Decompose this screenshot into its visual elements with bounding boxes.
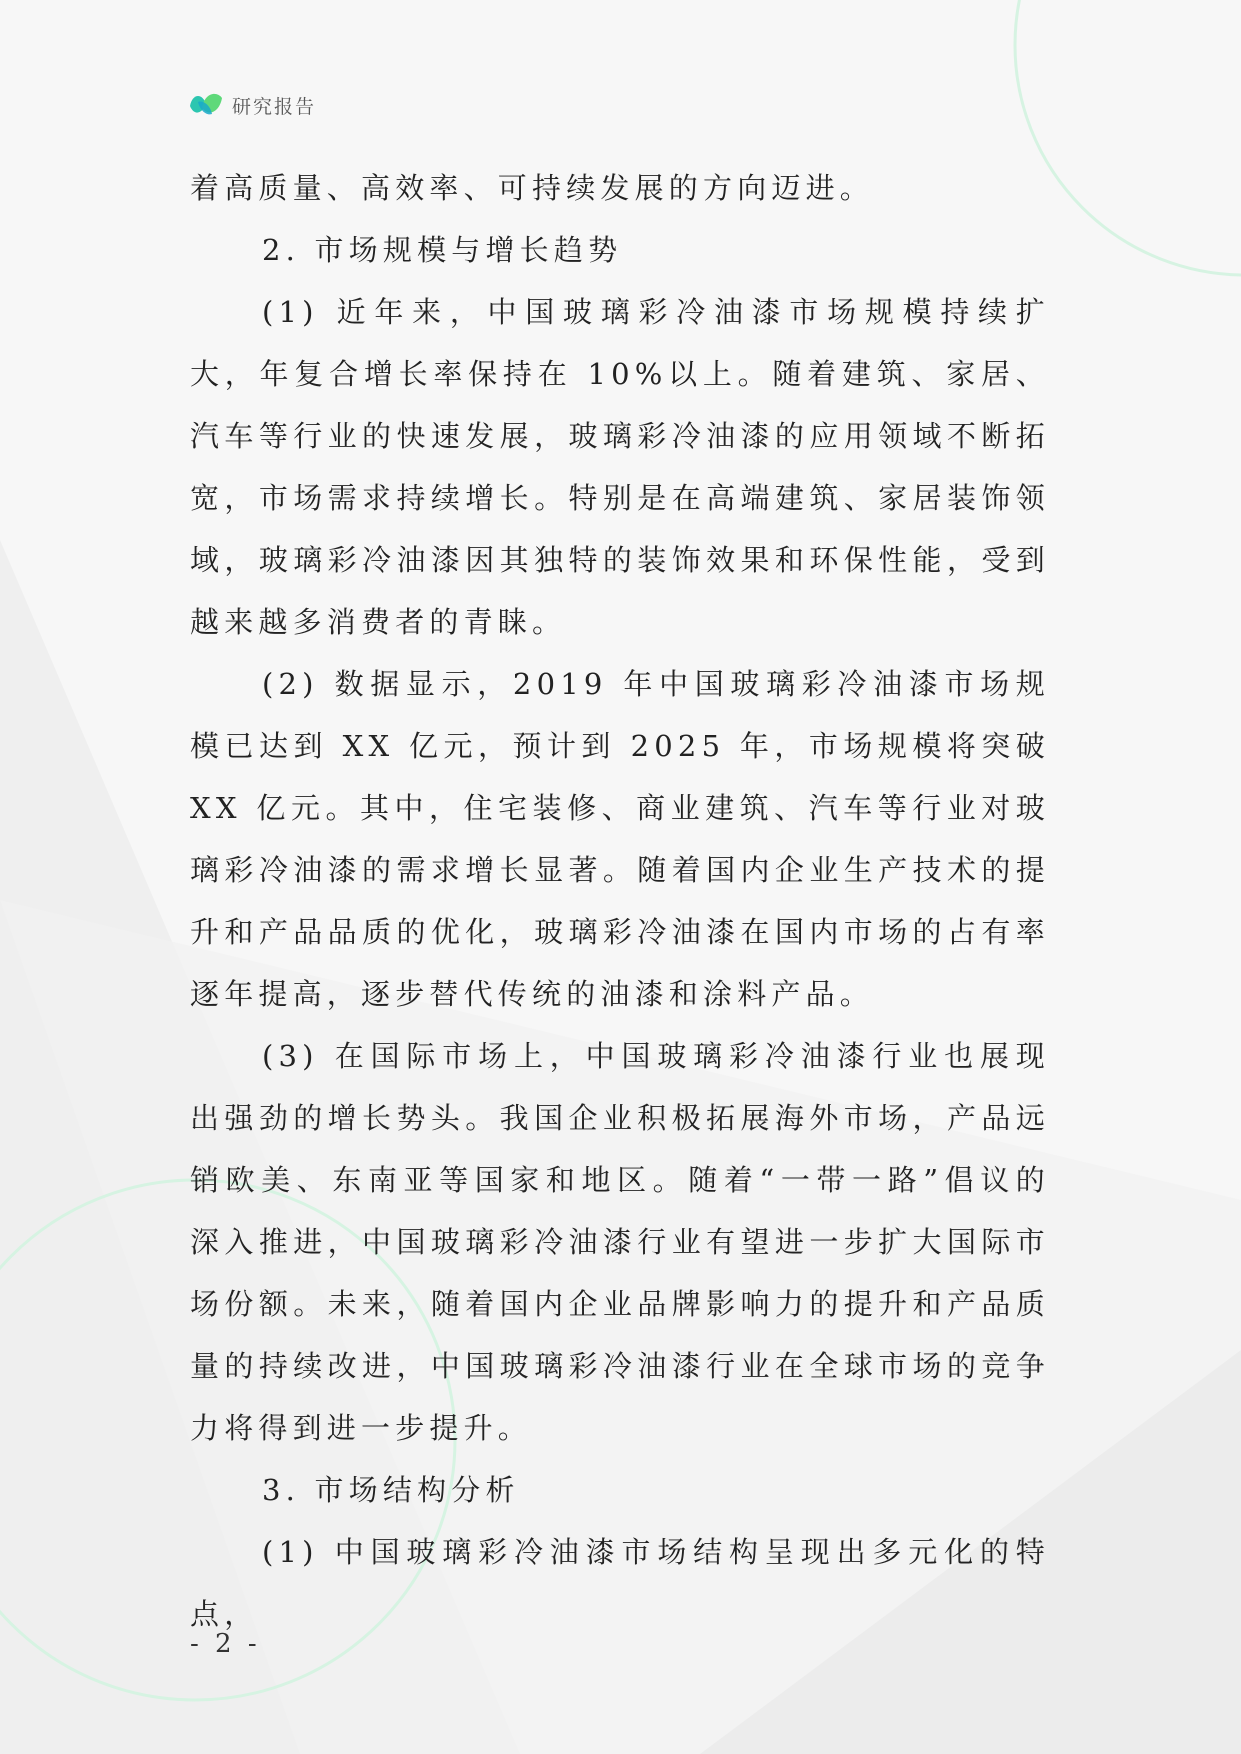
section-heading-market-structure: 3. 市场结构分析 xyxy=(262,1473,520,1507)
report-title: 研究报告 xyxy=(232,95,317,118)
page-number: - 2 - xyxy=(190,1629,261,1659)
paragraph-point-1: (1) 近年来，中国玻璃彩冷油漆市场规模持续扩大，年复合增长率保持在 10%以上。随着建筑、家居、汽车等行业的快速发展，玻璃彩冷油漆的应用领域不断拓宽，市场需求持续增长。特别是在高端建筑、家居装饰领域，玻璃彩冷油漆因其独特的装饰效果和环保性能，受到越来越多消费者的青睐。 xyxy=(190,295,1050,639)
paragraph-point-2: (2) 数据显示，2019 年中国玻璃彩冷油漆市场规模已达到 XX 亿元，预计到 2025 年，市场规模将突破 XX 亿元。其中，住宅装修、商业建筑、汽车等行业对玻璃彩冷油漆的需求增长显著。随着国内企业生产技术的提升和产品品质的优化，玻璃彩冷油漆在国内市场的占有率逐年提高，逐步替代传统的油漆和涂料产品。 xyxy=(190,667,1050,1011)
paragraph-continuation: 着高质量、高效率、可持续发展的方向迈进。 xyxy=(190,171,875,205)
paragraph-point-3: (3) 在国际市场上，中国玻璃彩冷油漆行业也展现出强劲的增长势头。我国企业积极拓展海外市场，产品远销欧美、东南亚等国家和地区。随着“一带一路”倡议的深入推进，中国玻璃彩冷油漆行业有望进一步扩大国际市场份额。未来，随着国内企业品牌影响力的提升和产品质量的持续改进，中国玻璃彩冷油漆行业在全球市场的竞争力将得到进一步提升。 xyxy=(190,1039,1050,1445)
leaf-logo-icon xyxy=(188,88,224,122)
report-header xyxy=(188,88,316,122)
paragraph-structure-1: (1) 中国玻璃彩冷油漆市场结构呈现出多元化的特点， xyxy=(190,1535,1050,1631)
document-body xyxy=(190,157,1050,1645)
section-heading-market-size: 2. 市场规模与增长趋势 xyxy=(262,233,623,267)
